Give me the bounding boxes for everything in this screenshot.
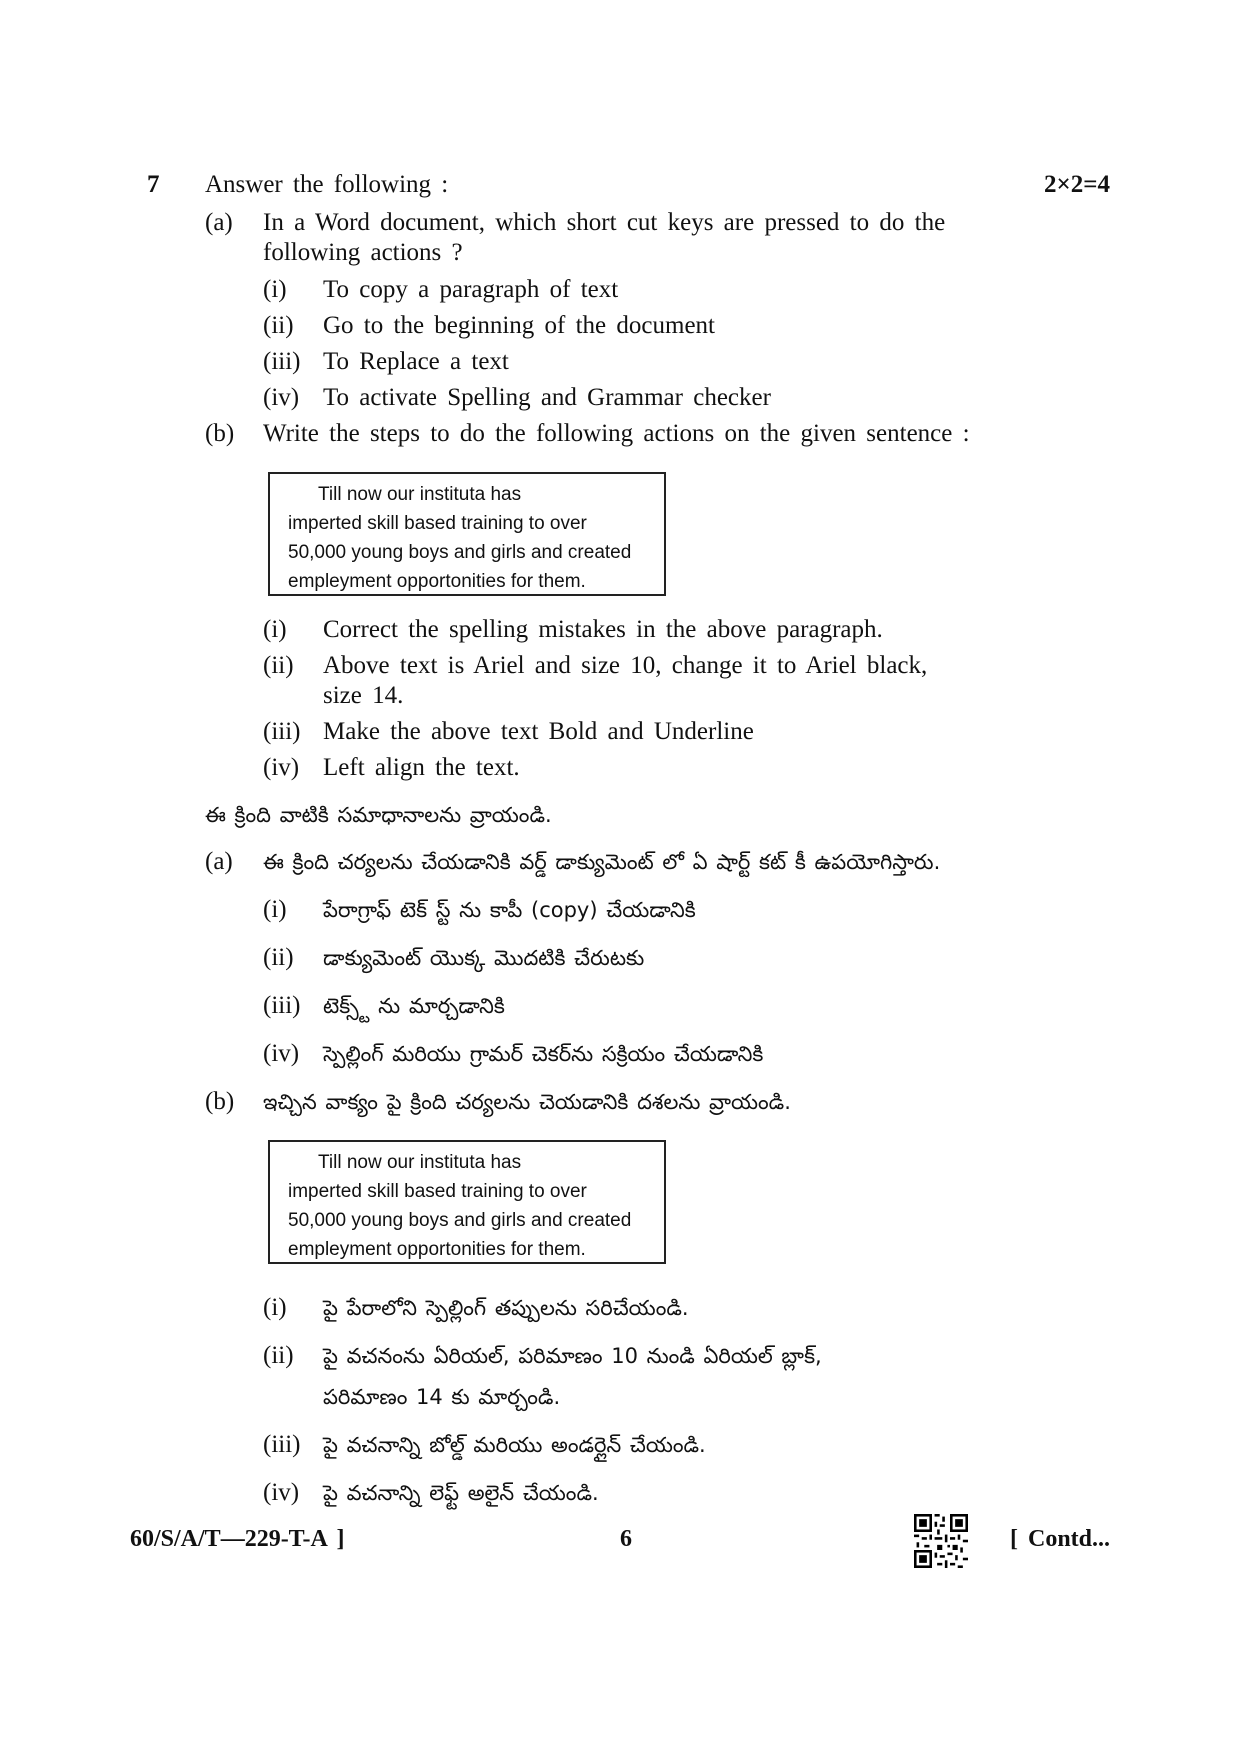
item-text: Correct the spelling mistakes in the above paragraph. bbox=[323, 616, 883, 643]
item-text: Above text is Ariel and size 10, change it to Ariel black, bbox=[323, 652, 928, 679]
item-label: (ii) bbox=[263, 1342, 294, 1369]
continued-label: [ Contd... bbox=[1010, 1526, 1111, 1552]
part-b-label: (b) bbox=[205, 420, 235, 447]
item-text: పేరాగ్రాఫ్ టెక్ స్ట్ ను కాపీ (copy) చేయడానికి bbox=[323, 898, 696, 922]
item-label: (ii) bbox=[263, 312, 294, 339]
item-text: Go to the beginning of the document bbox=[323, 312, 715, 339]
qr-code-icon bbox=[914, 1514, 968, 1568]
item-label: (iv) bbox=[263, 384, 300, 411]
marks: 2×2=4 bbox=[1044, 171, 1110, 198]
item-text: To activate Spelling and Grammar checker bbox=[323, 384, 771, 411]
item-text: డాక్యుమెంట్ యొక్క మొదటికి చేరుటకు bbox=[323, 946, 645, 970]
box-line: empleyment opportonities for them. bbox=[288, 571, 586, 592]
page-number: 6 bbox=[620, 1526, 632, 1552]
item-text-cont: size 14. bbox=[323, 682, 404, 709]
item-label: (ii) bbox=[263, 652, 294, 679]
question-prompt: Answer the following : bbox=[205, 171, 449, 198]
item-text: పై పేరాలోని స్పెల్లింగ్ తప్పులను సరిచేయండి. bbox=[323, 1296, 689, 1320]
item-text: పై వచనంను ఏరియల్, పరిమాణం 10 నుండి ఏరియల్ బ్లాక్, bbox=[323, 1344, 822, 1368]
part-b-text: Write the steps to do the following actions on the given sentence : bbox=[263, 420, 970, 447]
part-a-text-cont: following actions ? bbox=[263, 239, 463, 266]
item-text: Left align the text. bbox=[323, 754, 520, 781]
item-text: పై వచనాన్ని బోల్డ్ మరియు అండర్లైన్ చేయండి. bbox=[323, 1433, 706, 1457]
question-number: 7 bbox=[147, 171, 160, 198]
item-text-cont: పరిమాణం 14 కు మార్చండి. bbox=[323, 1385, 561, 1409]
box-line: imperted skill based training to over bbox=[288, 1181, 587, 1202]
item-label: (iv) bbox=[263, 754, 300, 781]
part-b-te-label: (b) bbox=[205, 1088, 235, 1115]
item-label: (i) bbox=[263, 616, 287, 643]
item-label: (i) bbox=[263, 1294, 287, 1321]
item-text: పై వచనాన్ని లెఫ్ట్ అలైన్ చేయండి. bbox=[323, 1481, 599, 1505]
item-label: (ii) bbox=[263, 944, 294, 971]
item-label: (iv) bbox=[263, 1479, 300, 1506]
part-a-te-text: ఈ క్రింది చర్యలను చేయడానికి వర్డ్ డాక్యుమెంట్ లో ఏ షార్ట్ కట్ కీ ఉపయోగిస్తారు. bbox=[263, 850, 941, 874]
box-line: Till now our instituta has bbox=[318, 1152, 522, 1173]
item-label: (i) bbox=[263, 896, 287, 923]
item-label: (iii) bbox=[263, 718, 301, 745]
box-line: 50,000 young boys and girls and created bbox=[288, 542, 632, 563]
item-text: To Replace a text bbox=[323, 348, 509, 375]
item-text: Make the above text Bold and Underline bbox=[323, 718, 754, 745]
box-line: 50,000 young boys and girls and created bbox=[288, 1210, 632, 1231]
item-label: (iii) bbox=[263, 348, 301, 375]
part-a-te-label: (a) bbox=[205, 848, 233, 875]
box-line: imperted skill based training to over bbox=[288, 513, 587, 534]
box-line: empleyment opportonities for them. bbox=[288, 1239, 586, 1260]
telugu-prompt: ఈ క్రింది వాటికి సమాధానాలను వ్రాయండి. bbox=[205, 803, 552, 827]
item-label: (iii) bbox=[263, 1431, 301, 1458]
box-line: Till now our instituta has bbox=[318, 484, 522, 505]
item-text: స్పెల్లింగ్ మరియు గ్రామర్ చెకర్‌ను సక్రియం చేయడానికి bbox=[323, 1042, 764, 1066]
item-label: (i) bbox=[263, 276, 287, 303]
item-text: టెక్స్ట్ ను మార్చడానికి bbox=[323, 994, 505, 1018]
item-text: To copy a paragraph of text bbox=[323, 276, 619, 303]
part-b-te-text: ఇచ్చిన వాక్యం పై క్రింది చర్యలను చెయడానికి దశలను వ్రాయండి. bbox=[263, 1090, 791, 1114]
item-label: (iv) bbox=[263, 1040, 300, 1067]
paper-code: 60/S/A/T—229-T-A ] bbox=[130, 1526, 345, 1552]
part-a-label: (a) bbox=[205, 209, 233, 236]
sample-text-box bbox=[268, 1140, 666, 1264]
sample-text-box bbox=[268, 472, 666, 596]
item-label: (iii) bbox=[263, 992, 301, 1019]
part-a-text: In a Word document, which short cut keys are pressed to do the bbox=[263, 209, 946, 236]
